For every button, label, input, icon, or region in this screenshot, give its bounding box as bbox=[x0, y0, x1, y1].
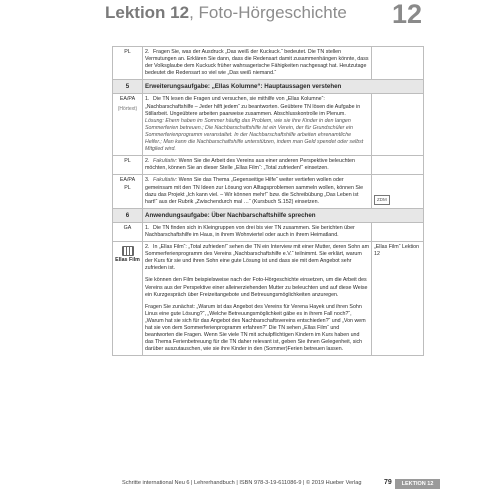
social-form-cell: PL bbox=[113, 156, 143, 175]
section-number: 6 bbox=[113, 208, 143, 222]
paragraph: Fragen Sie zunächst: „Warum ist das Angebot des Vereins für Verena Hayek und ihren Sohn Linus eine gute Lösung?“, „Welche Betreuungsmöglichkeit gäbe es in ihrem Fall noch?“, „Warum hat sie sich für das Angebot des Nachbarschaftsvereins entschieden?“ und „Von wem hat sie von dem Sommerferienprogramm erfahren?“ Die TN sehen „Ellas Film“ und beantworten die Fragen. Wenn Sie viele TN mit schulpflichtigen Kindern im Kurs haben und das Thema Ferienbetreuung für die TN daher relevant ist, geben Sie ihnen Gelegenheit, sich darüber auszutauschen, wie sie ihre Kinder in den (Sommer)Ferien betreuen lassen. bbox=[145, 303, 366, 353]
table-row bbox=[113, 222, 424, 241]
material-cell bbox=[372, 222, 424, 241]
step-cell bbox=[143, 156, 372, 175]
material-text: „Ellas Film“ Lektion 12 bbox=[374, 244, 420, 258]
table-row bbox=[113, 242, 424, 356]
table-row bbox=[113, 94, 424, 156]
step-text: Wenn Sie die Arbeit des Vereins aus einer anderen Perspektive beleuchten möchten, können Sie an dieser Stelle „Ellas Film“: „Total zufrieden!“ einsetzen. bbox=[145, 158, 355, 172]
step-cell bbox=[143, 175, 372, 208]
material-cell bbox=[372, 242, 424, 356]
material-cell bbox=[372, 175, 424, 208]
film-label: Ellas Film bbox=[115, 257, 140, 264]
section-header-6 bbox=[113, 208, 424, 222]
section-title: Erweiterungsaufgabe: „Ellas Kolumne“: Hauptaussagen verstehen bbox=[143, 80, 424, 94]
social-form: EA/PA bbox=[119, 96, 136, 103]
page-number: 79 bbox=[384, 479, 392, 486]
step-number: 2. bbox=[145, 49, 150, 55]
film-icon bbox=[122, 246, 134, 256]
social-form-2: PL bbox=[124, 184, 131, 191]
lesson-title bbox=[105, 3, 347, 23]
optional-label: Fakultativ: bbox=[153, 158, 178, 165]
lesson-number: 12 bbox=[392, 0, 423, 29]
solution-text: Lösung: Ehern haben im Sommer häufig das Problem, wie sie ihre Kinder in den langen Sommerferien betreuen.; Die Nachbarschaftshilfe ist ein Verein, der für Grundschüler ein Sommerferienprogramm veranstaltet. In der Nachbarschaftshilfe arbeiten ehrenamtliche Helfer.; Man kann die Nachbarschaftshilfe unterstützen, indem man Geld spendet oder selbst Mitglied wird. bbox=[145, 117, 364, 153]
table-row bbox=[113, 47, 424, 80]
social-form-cell: GA bbox=[113, 222, 143, 241]
section-number: 5 bbox=[113, 80, 143, 94]
material-cell bbox=[372, 156, 424, 175]
step-cell bbox=[143, 222, 372, 241]
step-cell bbox=[143, 242, 372, 356]
zdm-icon: ZDM bbox=[374, 195, 390, 204]
step-text: Wenn Sie das Thema „Gegenseitige Hilfe“ weiter vertiefen wollen oder gemeinsam mit den TN Ideen zur Lösung von Alltagsproblemen sammeln wollen, können Sie dazu das Projekt „Ich kann viel. – Wir können mehr!“ bzw. die Schreibübung „Das Leben ist hart!“ aus der Rubrik „Zwischendurch mal …“ (Kursbuch S.152) einsetzen. bbox=[145, 177, 364, 205]
page-footer bbox=[0, 479, 500, 491]
social-form: EA/PA bbox=[119, 177, 136, 184]
lesson-subtitle: , Foto-Hörgeschichte bbox=[189, 3, 347, 22]
page-header bbox=[0, 0, 500, 30]
step-body bbox=[145, 96, 369, 117]
social-form-cell bbox=[113, 242, 143, 356]
step-cell bbox=[143, 94, 372, 156]
step-number: 2. bbox=[145, 158, 150, 165]
step-number: 1. bbox=[145, 224, 150, 231]
material-cell bbox=[372, 94, 424, 156]
lesson-plan-table bbox=[112, 46, 424, 356]
social-form-cell: PL bbox=[113, 47, 143, 80]
step-number: 3. bbox=[145, 177, 150, 184]
step-number: 2. bbox=[145, 244, 150, 251]
table-row bbox=[113, 156, 424, 175]
section-header-5 bbox=[113, 80, 424, 94]
lesson-label: Lektion 12 bbox=[105, 3, 190, 22]
step-number: 1. bbox=[145, 96, 150, 103]
social-form-cell bbox=[113, 175, 143, 208]
footer-text: Schritte international Neu 6 | Lehrerhandbuch | ISBN 978-3-19-611086-9 | © 2019 Hueber Verlag bbox=[122, 480, 362, 486]
step-text: Die TN finden sich in Kleingruppen von drei bis vier TN zusammen. Sie berichten über Nachbarschaftshilfe im Haus, in ihrem Wohnviertel oder auch in ihrem Heimatland. bbox=[145, 224, 355, 238]
section-title: Anwendungsaufgabe: Über Nachbarschaftshilfe sprechen bbox=[143, 208, 424, 222]
social-form-cell bbox=[113, 94, 143, 156]
paragraph: Sie können den Film beispielsweise nach der Foto-Hörgeschichte einsetzen, um die Arbeit des Vereins aus der Perspektive einer alleinerziehenden Mutter zu beleuchten und auf diese Weise ein Kurzgespräch über Freizeitangebote und Betreuungsmöglichkeiten anzuregen. bbox=[145, 277, 368, 298]
table-row bbox=[113, 175, 424, 208]
audio-icon: (Hörtext) bbox=[117, 105, 138, 112]
paragraph bbox=[145, 244, 369, 272]
step-text: Die TN lesen die Fragen und versuchen, sie mithilfe von „Ellas Kolumne“: „Nachbarschaftshilfe – Jeder hilft jedem“ zu beantworten. Geübtere TN lösen die Aufgabe in Stillarbeit. Ungeübtere arbeiten paarweise zusammen. Abschlusskontrolle im Plenum. bbox=[145, 96, 361, 117]
optional-label: Fakultativ: bbox=[153, 177, 178, 184]
lesson-badge: LEKTION 12 bbox=[395, 479, 440, 489]
step-text: In „Ellas Film“: „Total zufrieden!“ sehen die TN ein Interview mit einer Mutter, deren Sohn am Sommerferienprogramm des Vereins „Nachbarschaftshilfe e.V.“ teilnimmt. Sie erklärt, warum der Kurs für sie und ihren Sohn eine gute Lösung ist und dass sie mit dem Angebot sehr zufrieden ist. bbox=[145, 244, 369, 272]
step-cell bbox=[143, 47, 372, 80]
material-cell bbox=[372, 47, 424, 80]
step-text: Fragen Sie, was der Ausdruck „Das weiß der Kuckuck.“ bedeutet. Die TN stellen Vermutungen an. Erklären Sie dann, dass die Redensart damit zusammenhängen könnte, dass der Volksglaube dem Kuckuck früher wahrsagerische Fähigkeiten nachgesagt hat. Heutzutage bedeutet die Redensart so viel wie „Das weiß niemand.“ bbox=[145, 49, 369, 77]
